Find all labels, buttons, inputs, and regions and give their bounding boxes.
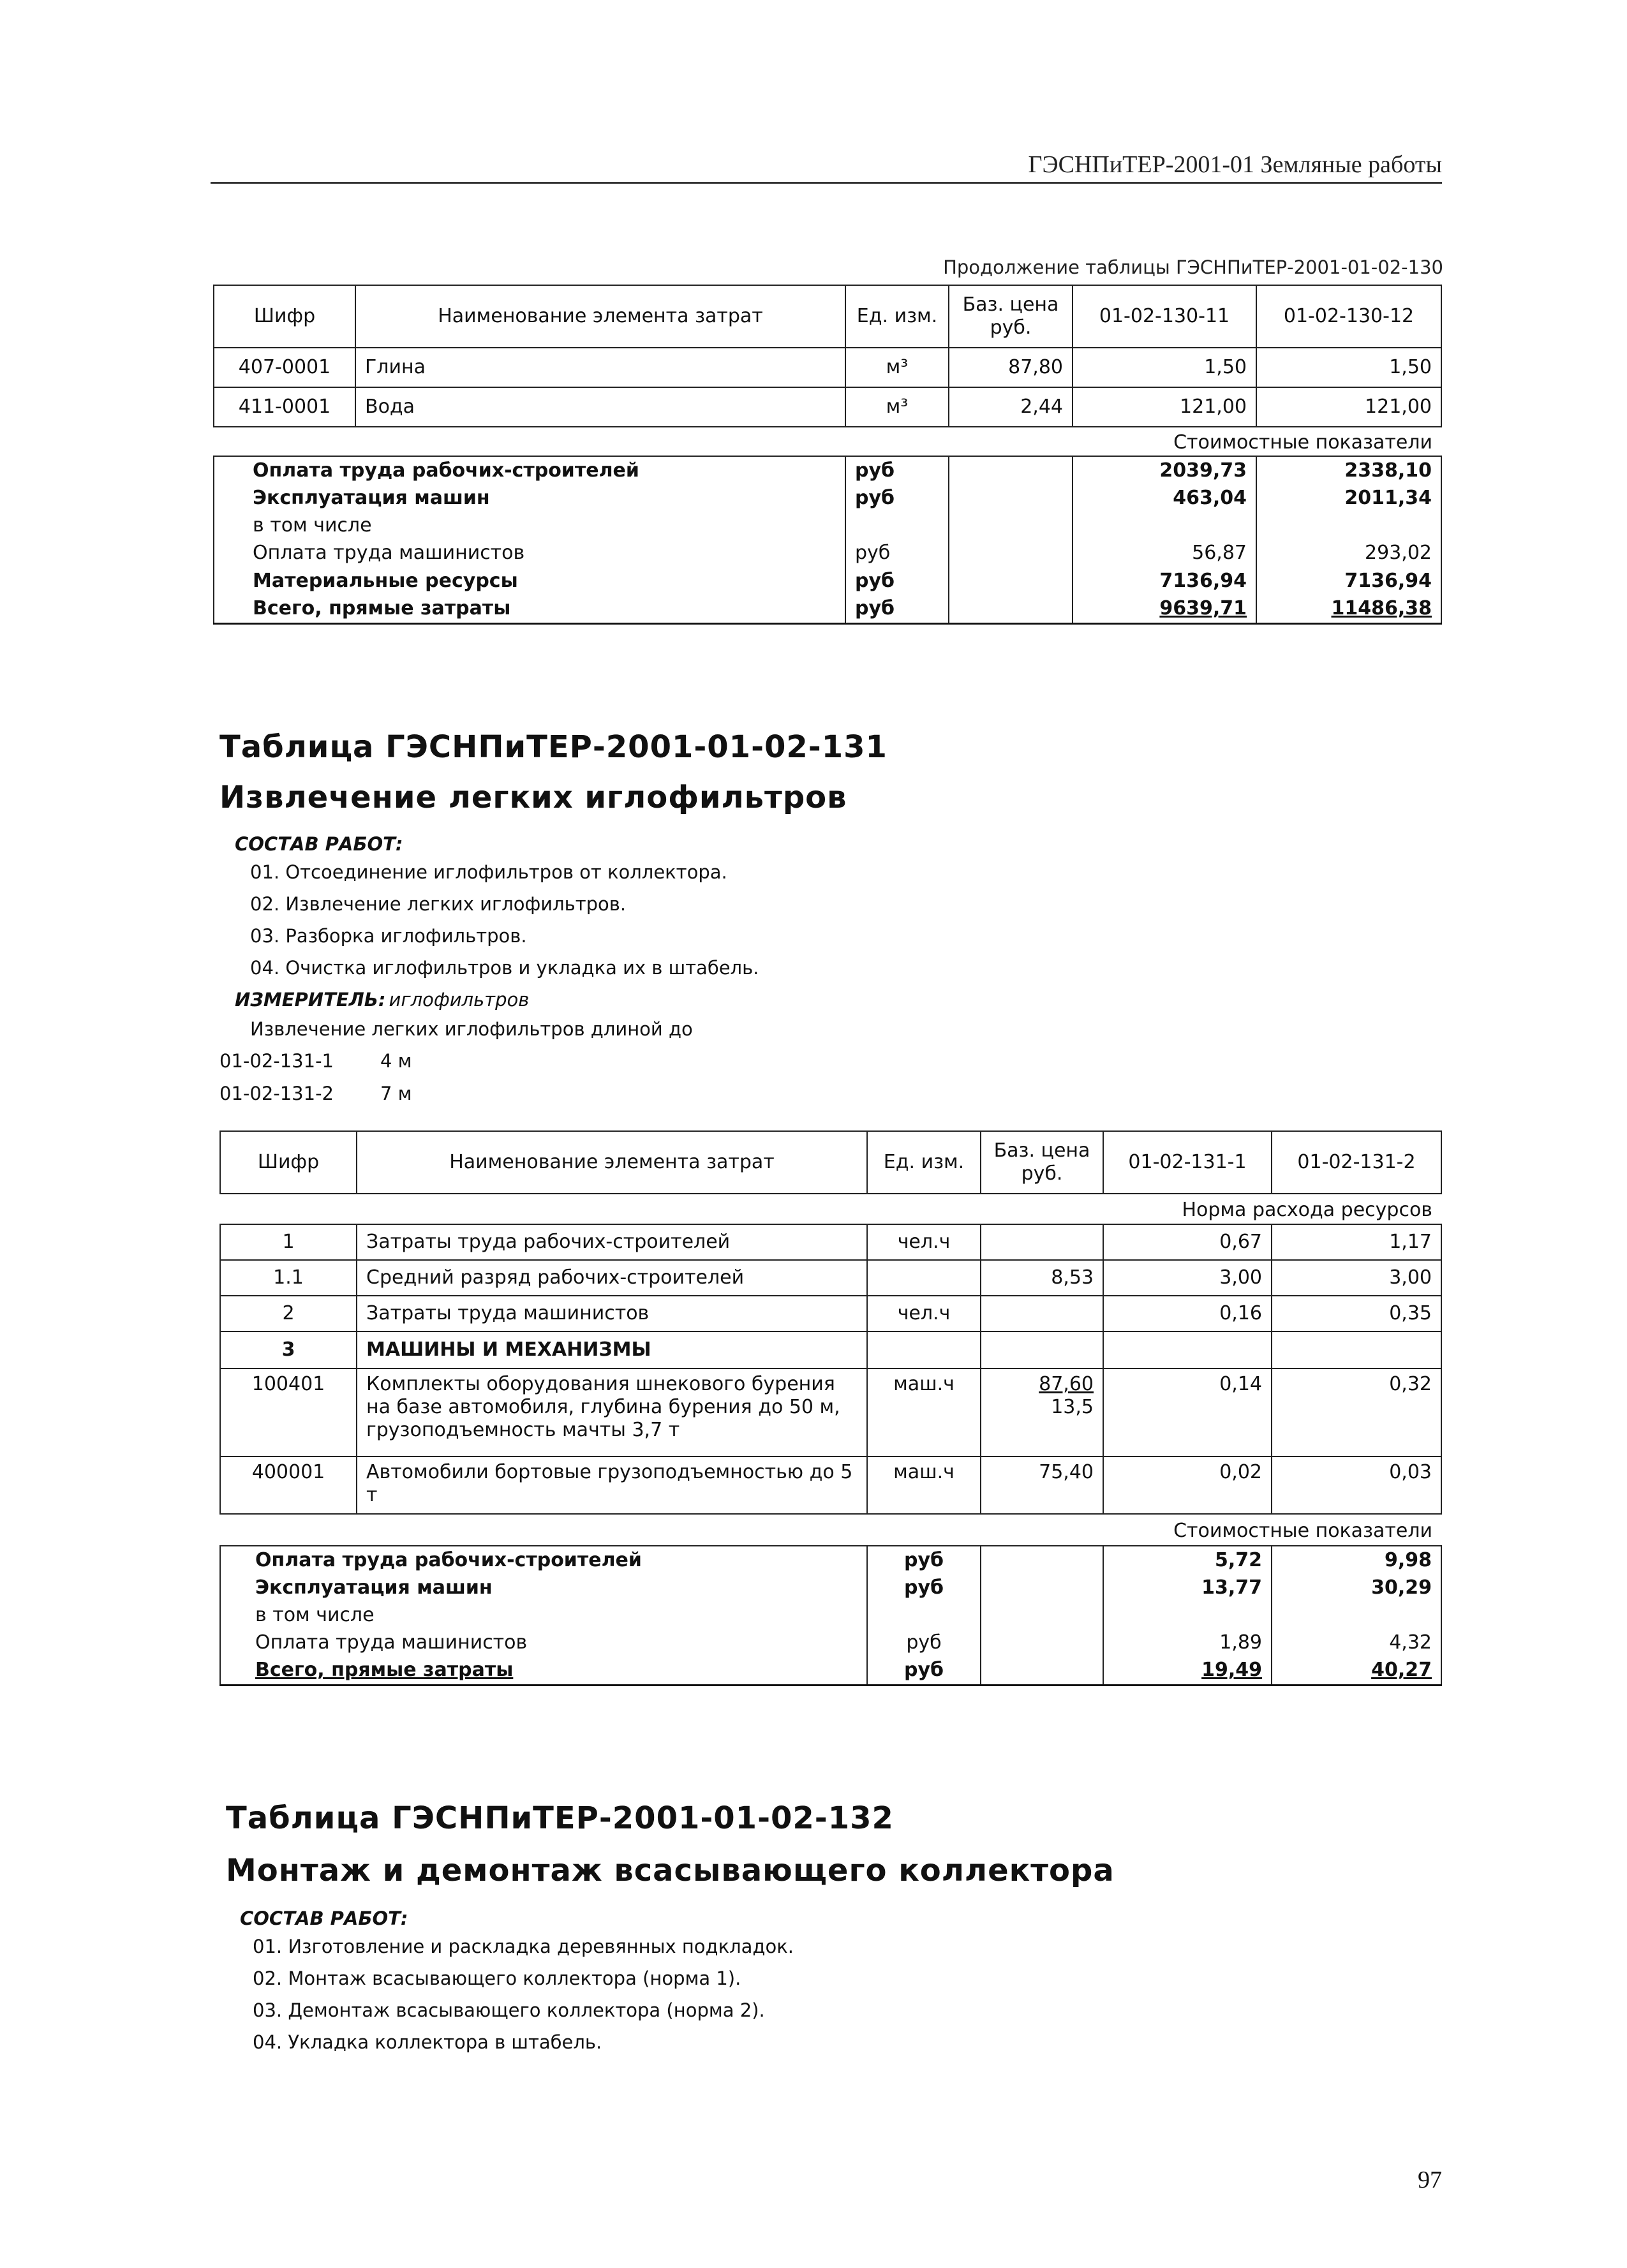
row-value-2: 1,17 [1272, 1224, 1441, 1260]
cost-value-1: 463,04 [1073, 484, 1256, 512]
row-unit [867, 1331, 981, 1368]
cost-row [214, 539, 1441, 567]
running-header: ГЭСНПиТЕР-2001-01 Земляные работы [1028, 151, 1442, 178]
header-col2: 01-02-130-12 [1256, 285, 1441, 348]
cost-label: в том числе [220, 1602, 867, 1629]
row-code: 3 [220, 1331, 357, 1368]
row-code: 411-0001 [214, 387, 355, 427]
cost-row [220, 1602, 1441, 1629]
section-132-subtitle: Монтаж и демонтаж всасывающего коллектора [226, 1853, 1115, 1888]
table-row [220, 1224, 1441, 1260]
table-row [220, 1456, 1441, 1514]
row-code: 2 [220, 1296, 357, 1331]
row-unit: чел.ч [867, 1296, 981, 1331]
variant-code: 01-02-131-2 [219, 1083, 334, 1104]
cost-band: Стоимостные показатели [214, 427, 1441, 456]
cost-label: Оплата труда рабочих-строителей [214, 456, 845, 484]
header-code: Шифр [220, 1131, 357, 1194]
cost-value-2: 7136,94 [1256, 567, 1441, 595]
cost-row [220, 1546, 1441, 1574]
row-name: Комплекты оборудования шнекового бурения на базе автомобиля, глубина бурения до 50 м, грузоподъемность мачты 3,7 т [357, 1368, 867, 1456]
cost-value-1 [1073, 512, 1256, 539]
table-row [214, 387, 1441, 427]
table-row [220, 1331, 1441, 1368]
cost-value-2: 30,29 [1272, 1574, 1441, 1602]
row-name: Вода [355, 387, 845, 427]
work-item: 03. Разборка иглофильтров. [250, 925, 527, 947]
work-item: 01. Изготовление и раскладка деревянных подкладок. [253, 1936, 794, 1957]
cost-value-1: 7136,94 [1073, 567, 1256, 595]
cost-value-1: 5,72 [1103, 1546, 1272, 1574]
section-131-subtitle: Извлечение легких иглофильтров [219, 780, 847, 815]
page-number: 97 [1418, 2167, 1442, 2193]
cost-row [214, 512, 1441, 539]
cost-unit: руб [845, 539, 949, 567]
variant-value: 4 м [380, 1050, 412, 1072]
row-price [981, 1296, 1103, 1331]
cost-row [214, 484, 1441, 512]
row-value-2 [1272, 1331, 1441, 1368]
header-col1: 01-02-131-1 [1103, 1131, 1272, 1194]
section-131-title: Таблица ГЭСНПиТЕР-2001-01-02-131 [219, 729, 888, 765]
meter-label: ИЗМЕРИТЕЛЬ: [235, 989, 386, 1011]
table-130 [213, 285, 1442, 625]
cost-unit: руб [867, 1629, 981, 1657]
cost-value-1: 19,49 [1103, 1657, 1272, 1685]
row-unit: маш.ч [867, 1456, 981, 1514]
row-name: Затраты труда рабочих-строителей [357, 1224, 867, 1260]
row-price: 87,80 [949, 348, 1073, 387]
row-value-1: 0,14 [1103, 1368, 1272, 1456]
row-unit: м³ [845, 348, 949, 387]
row-price: 75,40 [981, 1456, 1103, 1514]
row-value-2: 0,32 [1272, 1368, 1441, 1456]
header-code: Шифр [214, 285, 355, 348]
cost-value-1: 9639,71 [1073, 595, 1256, 623]
variant-value: 7 м [380, 1083, 412, 1104]
norm-band: Норма расхода ресурсов [220, 1194, 1441, 1224]
variant-code: 01-02-131-1 [219, 1050, 334, 1072]
row-value-2: 0,35 [1272, 1296, 1441, 1331]
cost-value-1: 56,87 [1073, 539, 1256, 567]
cost-band: Стоимостные показатели [220, 1514, 1441, 1546]
work-item: 03. Демонтаж всасывающего коллектора (норма 2). [253, 1999, 765, 2021]
row-value-2: 121,00 [1256, 387, 1441, 427]
row-price: 87,60 [1039, 1373, 1094, 1395]
cost-value-2: 4,32 [1272, 1629, 1441, 1657]
cost-unit: руб [867, 1657, 981, 1685]
row-code: 407-0001 [214, 348, 355, 387]
cost-label: Эксплуатация машин [214, 484, 845, 512]
cost-unit: руб [867, 1574, 981, 1602]
cost-value-2: 40,27 [1272, 1657, 1441, 1685]
table-row [220, 1296, 1441, 1331]
row-value-2: 1,50 [1256, 348, 1441, 387]
cost-row [220, 1629, 1441, 1657]
row-code: 1.1 [220, 1260, 357, 1296]
row-code: 100401 [220, 1368, 357, 1456]
row-price [981, 1331, 1103, 1368]
cost-value-2: 293,02 [1256, 539, 1441, 567]
cost-value-2: 9,98 [1272, 1546, 1441, 1574]
cost-unit: руб [845, 456, 949, 484]
row-value-1: 0,67 [1103, 1224, 1272, 1260]
cost-value-1 [1103, 1602, 1272, 1629]
cost-value-2 [1256, 512, 1441, 539]
work-item: 02. Извлечение легких иглофильтров. [250, 893, 627, 915]
meter-value: иглофильтров [389, 989, 530, 1011]
row-unit: м³ [845, 387, 949, 427]
row-name: Средний разряд рабочих-строителей [357, 1260, 867, 1296]
table-131 [219, 1130, 1442, 1686]
row-value-1: 0,02 [1103, 1456, 1272, 1514]
cost-value-1: 13,77 [1103, 1574, 1272, 1602]
work-item: 04. Очистка иглофильтров и укладка их в штабель. [250, 957, 759, 979]
work-item: 02. Монтаж всасывающего коллектора (норма 1). [253, 1968, 741, 1989]
row-name: Затраты труда машинистов [357, 1296, 867, 1331]
cost-label: Всего, прямые затраты [214, 595, 845, 623]
cost-label: Оплата труда рабочих-строителей [220, 1546, 867, 1574]
row-value-1: 3,00 [1103, 1260, 1272, 1296]
work-item: 04. Укладка коллектора в штабель. [253, 2031, 602, 2053]
row-unit: чел.ч [867, 1224, 981, 1260]
row-code: 400001 [220, 1456, 357, 1514]
row-value-2: 3,00 [1272, 1260, 1441, 1296]
cost-label: в том числе [214, 512, 845, 539]
cost-value-2: 11486,38 [1256, 595, 1441, 623]
cost-unit: руб [845, 595, 949, 623]
header-name: Наименование элемента затрат [357, 1131, 867, 1194]
header-price: Баз. цена руб. [949, 285, 1073, 348]
row-value-1: 121,00 [1073, 387, 1256, 427]
cost-value-1: 1,89 [1103, 1629, 1272, 1657]
row-value-1: 0,16 [1103, 1296, 1272, 1331]
row-unit: маш.ч [867, 1368, 981, 1456]
row-price-cell [981, 1368, 1103, 1456]
cost-row [220, 1657, 1441, 1685]
cost-label: Всего, прямые затраты [220, 1657, 867, 1685]
row-value-1: 1,50 [1073, 348, 1256, 387]
header-name: Наименование элемента затрат [355, 285, 845, 348]
header-col2: 01-02-131-2 [1272, 1131, 1441, 1194]
cost-value-2 [1272, 1602, 1441, 1629]
table-row [214, 348, 1441, 387]
row-code: 1 [220, 1224, 357, 1260]
row-name: Автомобили бортовые грузоподъемностью до 5 т [357, 1456, 867, 1514]
cost-label: Эксплуатация машин [220, 1574, 867, 1602]
cost-label: Оплата труда машинистов [220, 1629, 867, 1657]
section-132-title: Таблица ГЭСНПиТЕР-2001-01-02-132 [226, 1800, 894, 1836]
header-unit: Ед. изм. [845, 285, 949, 348]
header-unit: Ед. изм. [867, 1131, 981, 1194]
cost-unit: руб [845, 567, 949, 595]
meter-line [235, 989, 529, 1011]
meter-description: Извлечение легких иглофильтров длиной до [250, 1018, 693, 1040]
row-name: МАШИНЫ И МЕХАНИЗМЫ [357, 1331, 867, 1368]
cost-row [220, 1574, 1441, 1602]
cost-row [214, 595, 1441, 623]
cost-label: Оплата труда машинистов [214, 539, 845, 567]
row-name: Глина [355, 348, 845, 387]
cost-unit: руб [845, 484, 949, 512]
works-label: СОСТАВ РАБОТ: [235, 833, 403, 855]
row-value-2: 0,03 [1272, 1456, 1441, 1514]
cost-unit: руб [867, 1546, 981, 1574]
header-rule [211, 182, 1442, 184]
row-unit [867, 1260, 981, 1296]
table-row [220, 1368, 1441, 1456]
table-continuation-caption: Продолжение таблицы ГЭСНПиТЕР-2001-01-02-130 [943, 256, 1443, 278]
header-col1: 01-02-130-11 [1073, 285, 1256, 348]
work-item: 01. Отсоединение иглофильтров от коллектора. [250, 861, 727, 883]
cost-label: Материальные ресурсы [214, 567, 845, 595]
cost-unit [867, 1602, 981, 1629]
cost-value-1: 2039,73 [1073, 456, 1256, 484]
cost-row [214, 567, 1441, 595]
row-price: 8,53 [981, 1260, 1103, 1296]
row-price [981, 1224, 1103, 1260]
works-label: СОСТАВ РАБОТ: [240, 1908, 408, 1929]
row-value-1 [1103, 1331, 1272, 1368]
row-price: 2,44 [949, 387, 1073, 427]
row-price-secondary: 13,5 [1051, 1396, 1094, 1418]
cost-row [214, 456, 1441, 484]
cost-unit [845, 512, 949, 539]
cost-value-2: 2338,10 [1256, 456, 1441, 484]
cost-value-2: 2011,34 [1256, 484, 1441, 512]
header-price: Баз. цена руб. [981, 1131, 1103, 1194]
table-row [220, 1260, 1441, 1296]
